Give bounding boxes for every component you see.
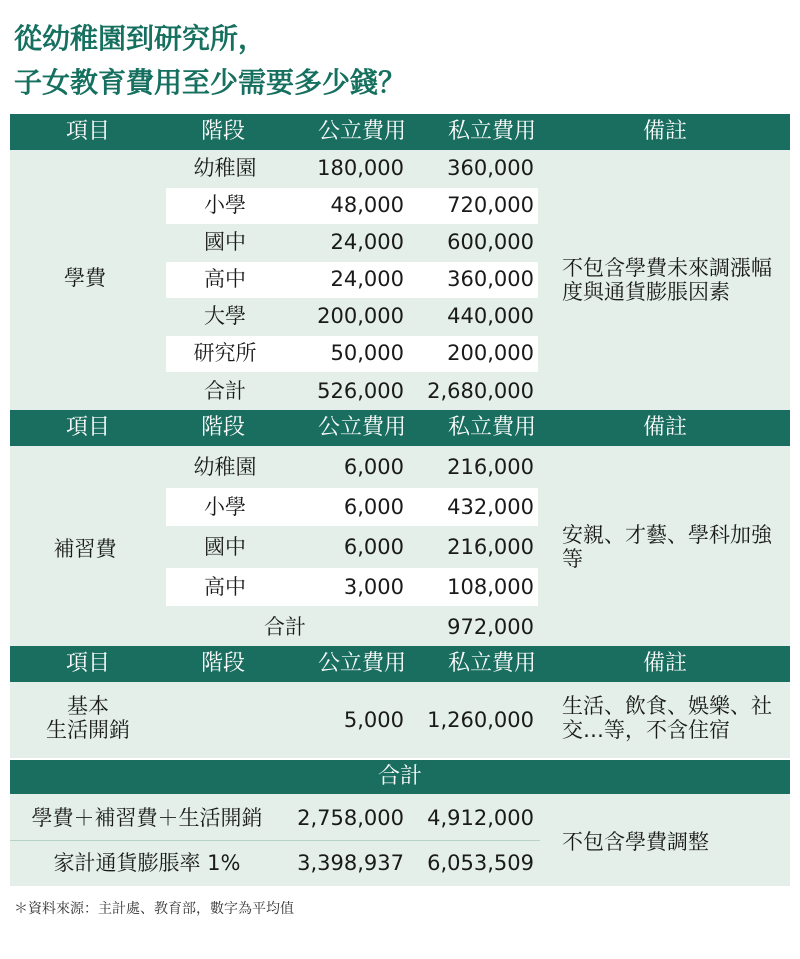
public-cost-cell: 5,000 bbox=[343, 708, 404, 732]
public-cost-cell: 180,000 bbox=[317, 156, 404, 180]
public-cost-cell: 24,000 bbox=[330, 267, 404, 291]
private-cost-cell: 4,912,000 bbox=[427, 806, 534, 830]
header-item: 項目 bbox=[65, 415, 110, 440]
tuition-header-bar bbox=[10, 114, 790, 150]
private-cost-cell: 2,680,000 bbox=[427, 379, 534, 403]
living-label-line1: 基本 bbox=[67, 694, 109, 718]
public-cost-cell: 200,000 bbox=[317, 304, 404, 328]
private-cost-cell: 216,000 bbox=[447, 455, 534, 479]
tuition-label: 學費 bbox=[64, 266, 106, 290]
private-cost-cell: 1,260,000 bbox=[427, 708, 534, 732]
cram-note: 安親、才藝、學科加強等 bbox=[562, 523, 772, 571]
living-note: 生活、飲食、娛樂、社交…等，不含住宿 bbox=[562, 694, 772, 742]
private-cost-cell: 972,000 bbox=[447, 615, 534, 639]
stage-cell: 小學 bbox=[204, 193, 246, 217]
cram-label: 補習費 bbox=[53, 537, 117, 561]
private-cost-cell: 216,000 bbox=[447, 535, 534, 559]
stage-cell: 大學 bbox=[204, 304, 246, 328]
header-item: 項目 bbox=[65, 651, 110, 676]
header-note: 備註 bbox=[642, 651, 687, 676]
private-cost-cell: 360,000 bbox=[447, 267, 534, 291]
private-cost-cell: 440,000 bbox=[447, 304, 534, 328]
stage-cell: 小學 bbox=[204, 495, 246, 519]
header-item: 項目 bbox=[65, 119, 110, 144]
private-cost-cell: 360,000 bbox=[447, 156, 534, 180]
header-stage: 階段 bbox=[200, 651, 245, 676]
public-cost-cell: 3,398,937 bbox=[297, 851, 404, 875]
summary-header-bar bbox=[10, 760, 790, 794]
stage-cell: 研究所 bbox=[193, 341, 257, 365]
public-cost-cell: 6,000 bbox=[343, 495, 404, 519]
private-cost-cell: 432,000 bbox=[447, 495, 534, 519]
summary-note: 不包含學費調整 bbox=[562, 830, 709, 854]
private-cost-cell: 720,000 bbox=[447, 193, 534, 217]
header-public: 公立費用 bbox=[317, 415, 406, 440]
living-label-line2: 生活開銷 bbox=[46, 718, 130, 742]
header-private: 私立費用 bbox=[447, 415, 536, 440]
stage-cell: 國中 bbox=[204, 535, 246, 559]
private-cost-cell: 6,053,509 bbox=[427, 851, 534, 875]
public-cost-cell: 6,000 bbox=[343, 535, 404, 559]
header-note: 備註 bbox=[642, 415, 687, 440]
public-cost-cell: 2,758,000 bbox=[297, 806, 404, 830]
header-public: 公立費用 bbox=[317, 119, 406, 144]
stage-cell: 合計 bbox=[204, 379, 246, 403]
public-cost-cell: 526,000 bbox=[317, 379, 404, 403]
stage-cell: 高中 bbox=[204, 575, 246, 599]
total-label: 合計 bbox=[264, 615, 306, 639]
public-cost-cell: 48,000 bbox=[330, 193, 404, 217]
header-private: 私立費用 bbox=[447, 119, 536, 144]
private-cost-cell: 600,000 bbox=[447, 230, 534, 254]
page-title-line1: 從幼稚園到研究所， bbox=[14, 22, 267, 55]
living-header-bar bbox=[10, 646, 790, 682]
public-cost-cell: 6,000 bbox=[343, 455, 404, 479]
summary-header: 合計 bbox=[377, 764, 422, 789]
living-label bbox=[20, 694, 156, 742]
stage-cell: 高中 bbox=[204, 267, 246, 291]
header-stage: 階段 bbox=[200, 415, 245, 440]
tuition-note: 不包含學費未來調漲幅度與通貨膨脹因素 bbox=[562, 256, 772, 304]
public-cost-cell: 3,000 bbox=[343, 575, 404, 599]
private-cost-cell: 108,000 bbox=[447, 575, 534, 599]
summary-label: 家計通貨膨脹率 1% bbox=[53, 851, 241, 875]
summary-divider bbox=[10, 840, 540, 841]
public-cost-cell: 24,000 bbox=[330, 230, 404, 254]
header-public: 公立費用 bbox=[317, 651, 406, 676]
page-title-line2: 子女教育費用至少需要多少錢？ bbox=[14, 66, 407, 99]
public-cost-cell: 50,000 bbox=[330, 341, 404, 365]
stage-cell: 幼稚園 bbox=[193, 455, 257, 479]
header-stage: 階段 bbox=[200, 119, 245, 144]
stage-cell: 幼稚園 bbox=[193, 156, 257, 180]
stage-cell: 國中 bbox=[204, 230, 246, 254]
source-footnote: ＊資料來源：主計處、教育部，數字為平均值 bbox=[14, 901, 294, 917]
header-note: 備註 bbox=[642, 119, 687, 144]
summary-label: 學費＋補習費＋生活開銷 bbox=[31, 806, 263, 830]
cram-header-bar bbox=[10, 410, 790, 446]
header-private: 私立費用 bbox=[447, 651, 536, 676]
private-cost-cell: 200,000 bbox=[447, 341, 534, 365]
